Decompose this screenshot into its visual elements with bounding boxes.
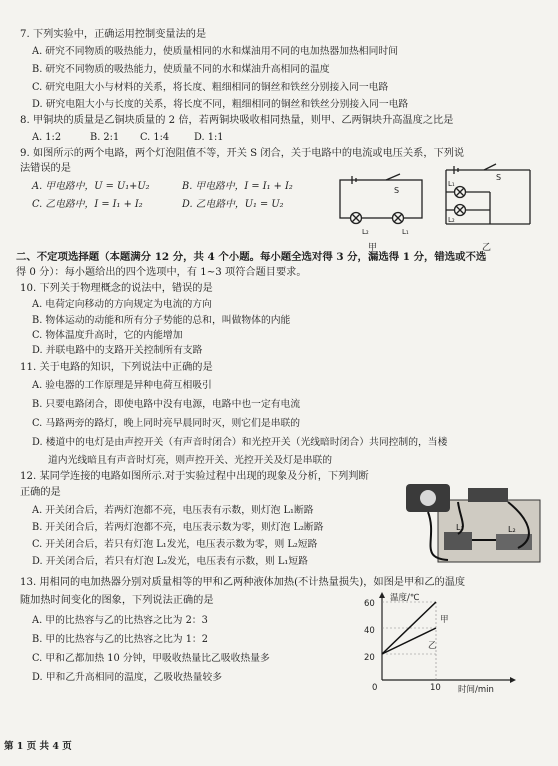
q13-stem-line1: 13. 用相同的电加热器分别对质量相等的甲和乙两种液体加热(不计热量损失)，如图是甲和乙的温度: [20, 577, 466, 588]
q8-stem: 8. 甲铜块的质量是乙铜块质量的 2 倍，若两铜块吸收相同热量，则甲、乙两铜块升高温度之比是: [20, 115, 454, 126]
circuit-jia-l1-label: L₁: [402, 228, 409, 236]
q9-option-a: A. 甲电路中，U = U₁+U₂: [32, 181, 150, 192]
q13-option-b: B. 甲的比热容与乙的比热容之比为 1：2: [32, 634, 208, 645]
q13-graph-series-yi-label: 乙: [428, 641, 437, 651]
q13-graph-ytick-60: 60: [364, 599, 375, 609]
q13-graph-origin: 0: [372, 683, 378, 693]
circuit-yi-l2-label: L₂: [448, 216, 455, 224]
q10-stem: 10. 下列关于物理概念的说法中，错误的是: [20, 283, 213, 294]
q10-option-a: A. 电荷定向移动的方向规定为电流的方向: [32, 299, 212, 310]
q8-option-d: D. 1:1: [194, 132, 224, 143]
circuit-jia-diagram: [334, 168, 428, 240]
q13-graph-xlabel: 时间/min: [458, 685, 494, 695]
q10-option-d: D. 并联电路中的支路开关控制所有支路: [32, 345, 203, 356]
circuit-jia-switch-label: S: [394, 186, 400, 195]
q13-graph-ylabel: 温度/℃: [390, 593, 420, 603]
q7-option-a: A. 研究不同物质的吸热能力，使质量相同的水和煤油用不同的电加热器加热相同时间: [32, 46, 398, 57]
circuit-yi-l1-label: L₁: [448, 180, 455, 188]
circuit-yi-diagram: [440, 162, 540, 240]
page-footer: 第 1 页 共 4 页: [4, 741, 72, 752]
q12-stem-line1: 12. 某同学连接的电路如图所示.对于实验过程中出现的现象及分析，下列判断: [20, 471, 369, 482]
q9-option-d: D. 乙电路中，U₁ = U₂: [182, 199, 284, 210]
section2-title-line1: 二、不定项选择题（本题满分 12 分，共 4 个小题。每小题全选对得 3 分，漏选得 1 分，错选或不选: [16, 251, 487, 263]
q11-option-d-cont: 道内光线暗且有声音时灯亮，则声控开关、光控开关及灯是串联的: [48, 455, 333, 466]
q11-option-c: C. 马路两旁的路灯，晚上同时亮早晨同时灭，则它们是串联的: [32, 418, 301, 429]
q11-option-d: D. 楼道中的电灯是由声控开关（有声音时闭合）和光控开关（光线暗时闭合）共同控制的，当楼: [32, 437, 448, 448]
q12-physical-circuit-figure: [398, 478, 548, 578]
q8-option-b: B. 2:1: [90, 132, 120, 143]
q12-option-a: A. 开关闭合后，若两灯泡都不亮，电压表有示数，则灯泡 L₁断路: [32, 505, 314, 516]
q9-option-c: C. 乙电路中，I = I₁ + I₂: [32, 199, 143, 210]
q7-option-c: C. 研究电阻大小与材料的关系，将长度、粗细相同的铜丝和铁丝分别接入同一电路: [32, 82, 389, 93]
q9-option-b: B. 甲电路中，I = I₁ + I₂: [182, 181, 293, 192]
q8-option-c: C. 1:4: [140, 132, 170, 143]
q13-graph-series-jia-label: 甲: [440, 615, 449, 625]
q13-stem-line2: 随加热时间变化的图象，下列说法正确的是: [20, 595, 214, 606]
q8-option-a: A. 1:2: [32, 132, 62, 143]
q11-option-b: B. 只要电路闭合，即使电路中没有电源，电路中也一定有电流: [32, 399, 301, 410]
q7-option-b: B. 研究不同物质的吸热能力，使质量不同的水和煤油升高相同的温度: [32, 64, 330, 75]
circuit-yi-switch-label: S: [496, 173, 502, 182]
q12-stem-line2: 正确的是: [20, 487, 61, 498]
q13-temperature-graph: [360, 590, 530, 700]
q11-stem: 11. 关于电路的知识，下列说法中正确的是: [20, 362, 213, 373]
q13-graph-xtick-10: 10: [430, 683, 441, 693]
q7-stem: 7. 下列实验中，正确运用控制变量法的是: [20, 29, 207, 40]
q10-option-c: C. 物体温度升高时，它的内能增加: [32, 330, 183, 341]
circuit-yi-label: 乙: [482, 243, 492, 253]
q13-graph-ytick-40: 40: [364, 626, 375, 636]
q12-fig-l2-label: L₂: [508, 525, 516, 534]
q13-option-a: A. 甲的比热容与乙的比热容之比为 2：3: [32, 615, 208, 626]
section2-title-line2: 得 0 分）：每小题给出的四个选项中，有 1~3 项符合题目要求。: [16, 267, 307, 278]
q13-option-c: C. 甲和乙都加热 10 分钟，甲吸收热量比乙吸收热量多: [32, 653, 270, 664]
q13-option-d: D. 甲和乙升高相同的温度，乙吸收热量较多: [32, 672, 223, 683]
q13-graph-ytick-20: 20: [364, 653, 375, 663]
q9-stem-line2: 法错误的是: [20, 163, 71, 174]
q10-option-b: B. 物体运动的动能和所有分子势能的总和，叫做物体的内能: [32, 315, 291, 326]
q9-stem-line1: 9. 如图所示的两个电路，两个灯泡阻值不等，开关 S 闭合，关于电路中的电流或电压关系，下列说: [20, 148, 465, 159]
q12-fig-l1-label: L₁: [456, 523, 464, 532]
q11-option-a: A. 验电器的工作原理是异种电荷互相吸引: [32, 380, 212, 391]
circuit-jia-l2-label: L₂: [362, 228, 369, 236]
q12-option-b: B. 开关闭合后，若两灯泡都不亮，电压表示数为零，则灯泡 L₂断路: [32, 522, 324, 533]
q7-option-d: D. 研究电阻大小与长度的关系，将长度不同，粗细相同的铜丝和铁丝分别接入同一电路: [32, 99, 409, 110]
circuit-jia-label: 甲: [368, 243, 378, 253]
q12-option-d: D. 开关闭合后，若只有灯泡 L₂发光，电压表有示数，则 L₁短路: [32, 556, 308, 567]
q12-option-c: C. 开关闭合后，若只有灯泡 L₁发光，电压表示数为零，则 L₂短路: [32, 539, 318, 550]
